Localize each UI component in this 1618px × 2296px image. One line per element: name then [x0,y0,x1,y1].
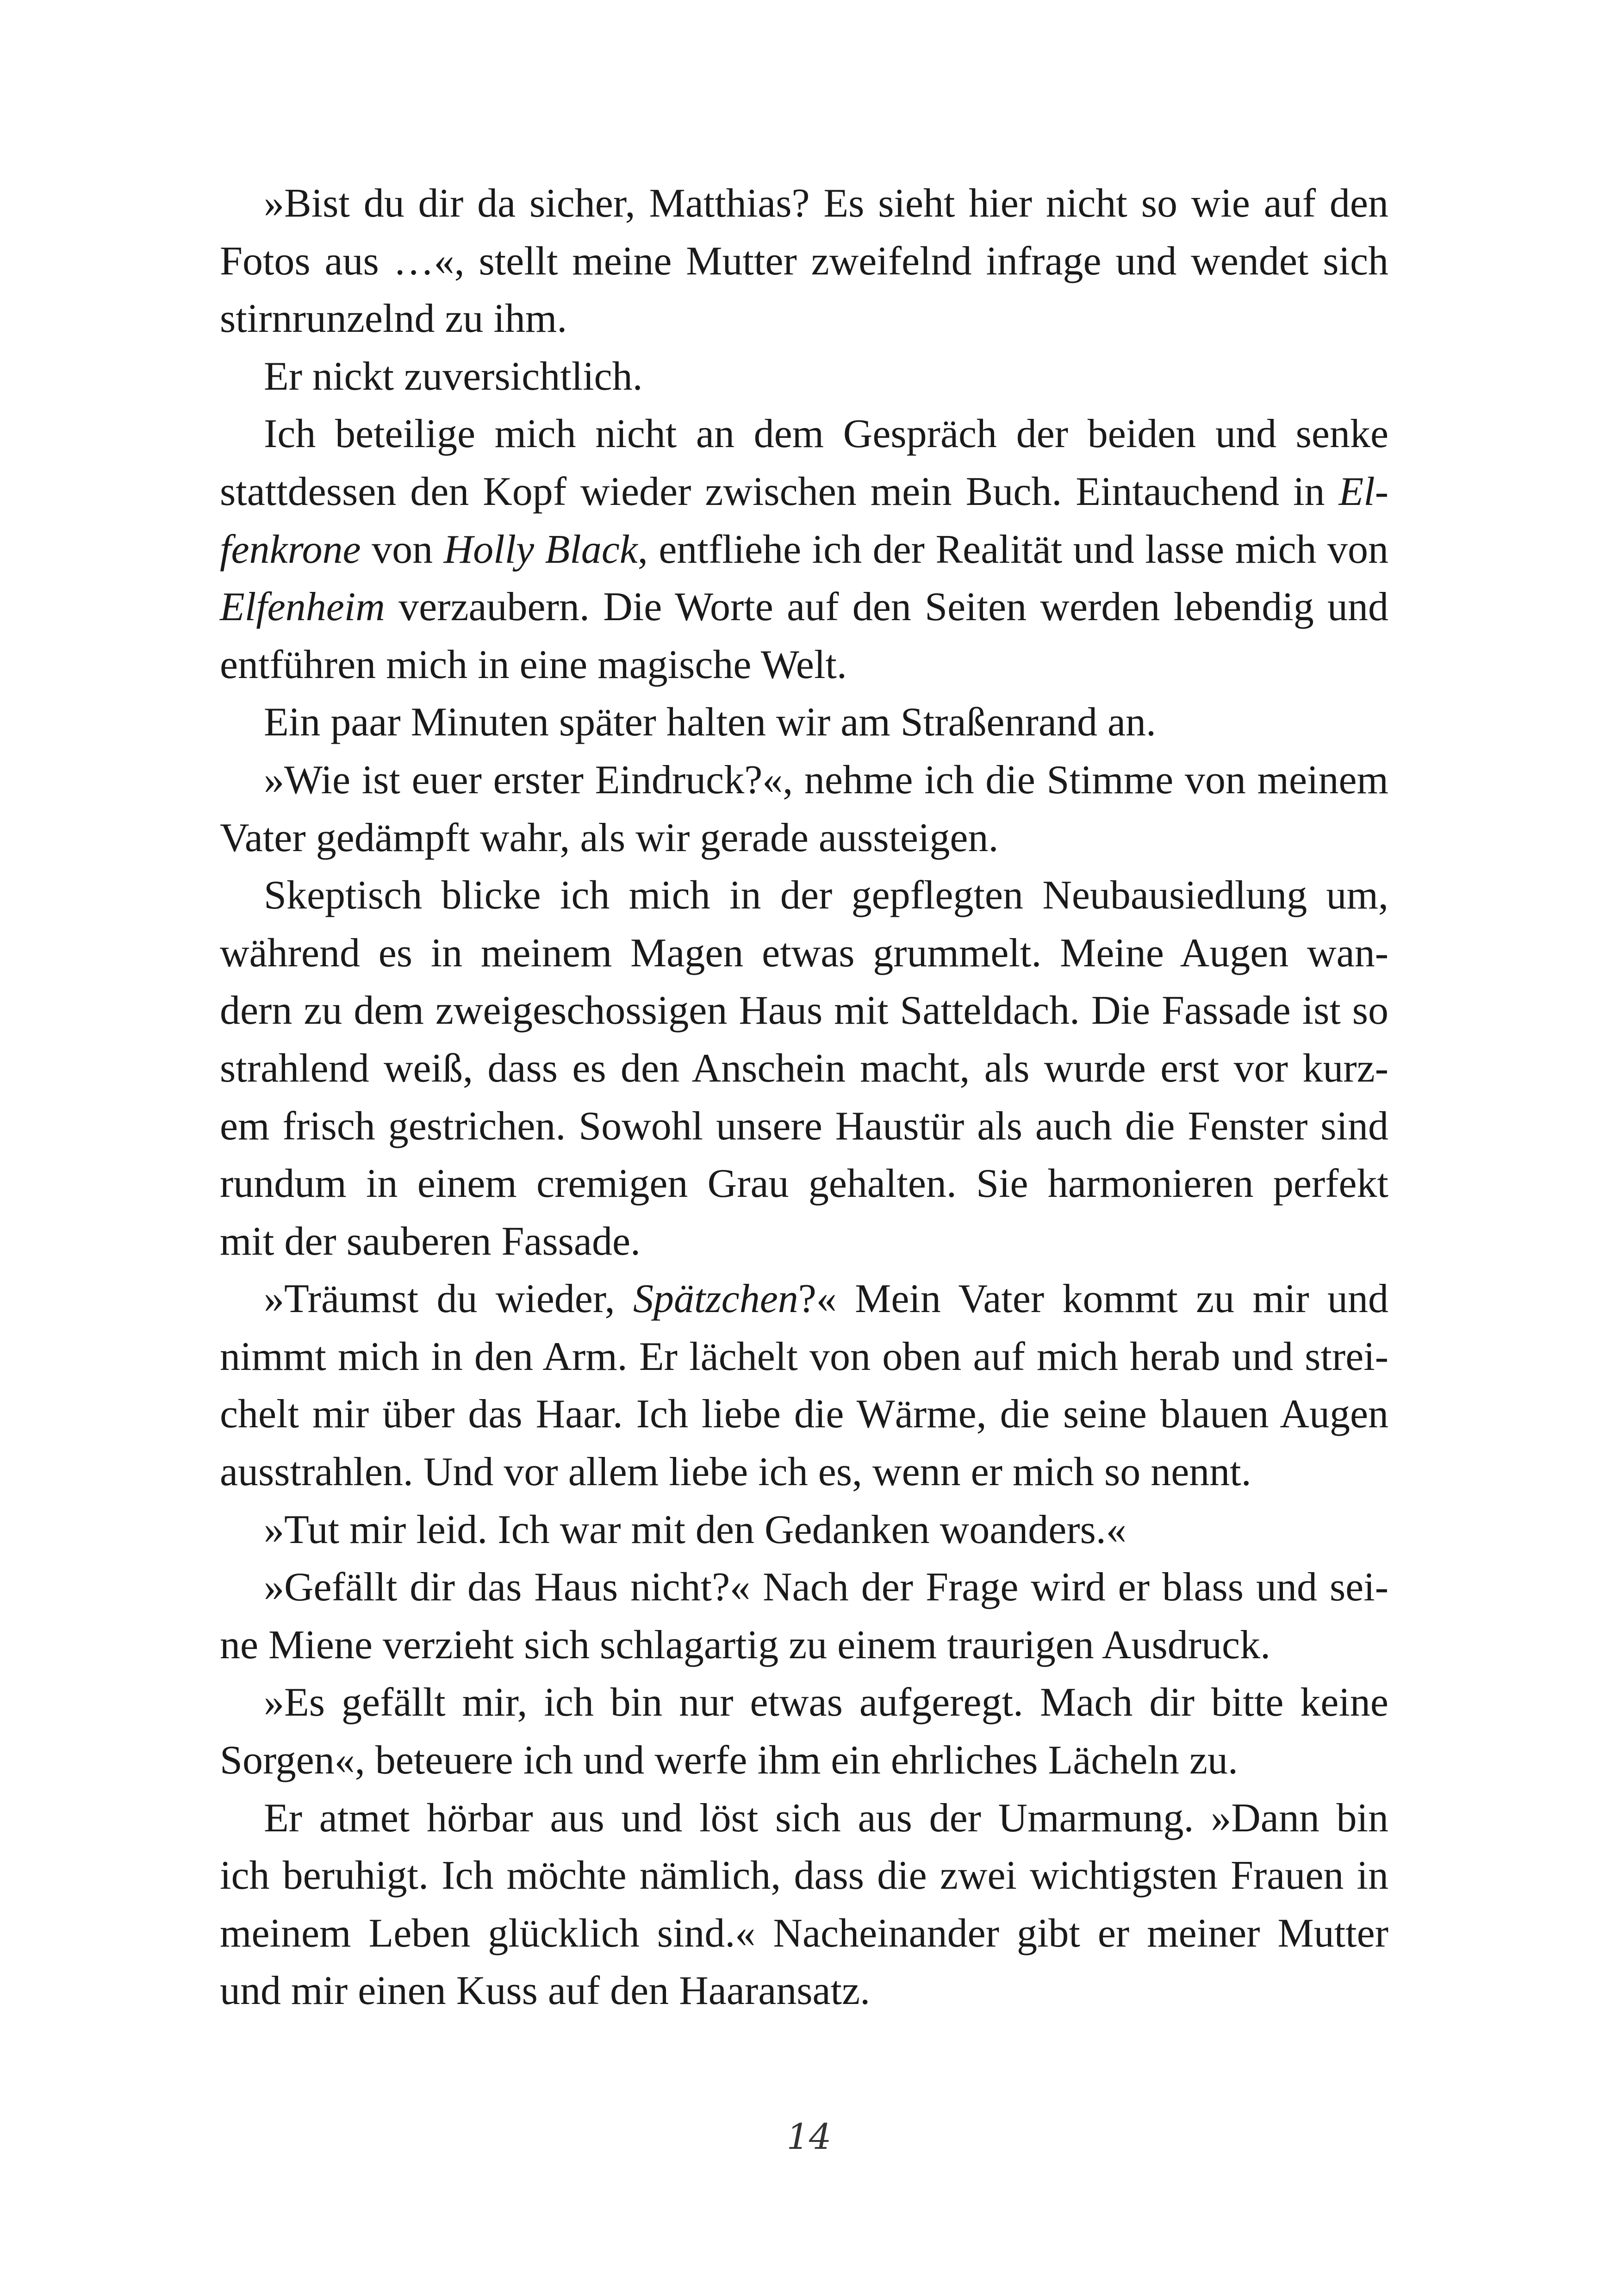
page-number: 14 [786,2116,832,2157]
paragraph [176,1270,1388,1501]
text-line: »Es gefällt mir, ich bin nur etwas aufgeregt. Mach dir bitte keine [264,1680,1388,1725]
paragraph [176,752,1388,867]
text-line: Er atmet hörbar aus und löst sich aus der Umarmung. »Dann bin [264,1795,1388,1841]
paragraph [176,1790,1388,2020]
text-line [176,579,1388,636]
text-run: von [361,527,444,572]
text-run: ?« Mein Vater kommt zu mir und [798,1276,1388,1322]
paragraph [176,1559,1388,1674]
book-title-run: fenkrone [220,527,361,572]
text-line: strahlend weiß, dass es den Anschein macht, als wurde erst vor kurz- [220,1045,1388,1091]
paragraph [176,1674,1388,1789]
place-name-run: Elfenheim [220,585,385,630]
text-run: stattdessen den Kopf wieder zwischen mein Buch. Eintauchend in [220,469,1339,514]
paragraph [176,348,1388,406]
paragraph [176,1501,1388,1559]
text-run: , entfliehe ich der Realität und lasse mich von [637,527,1389,572]
nickname-run: Spätzchen [633,1276,798,1322]
text-line [176,1270,1388,1328]
text-line: em frisch gestrichen. Sowohl unsere Haustür als auch die Fenster sind [220,1103,1388,1149]
text-line: Ich beteilige mich nicht an dem Gespräch der beiden und senke [264,411,1388,457]
book-title-run: El- [1338,469,1388,514]
text-line: chelt mir über das Haar. Ich liebe die Wärme, die seine blauen Augen [220,1392,1388,1437]
text-line [176,521,1388,579]
text-line: Fotos aus …«, stellt meine Mutter zweifelnd infrage und wendet sich [220,238,1388,284]
text-line: »Bist du dir da sicher, Matthias? Es sieht hier nicht so wie auf den [264,181,1388,226]
text-line: Sorgen«, beteuere ich und werfe ihm ein ehrliches Lächeln zu. [220,1738,1238,1783]
text-run: »Träumst du wieder, [264,1276,633,1322]
text-line: Er nickt zuversichtlich. [264,354,643,399]
paragraph [176,405,1388,694]
text-line: meinem Leben glücklich sind.« Nacheinander gibt er meiner Mutter [220,1910,1388,1956]
paragraph [176,694,1388,752]
text-line: ne Miene verzieht sich schlagartig zu einem traurigen Ausdruck. [220,1622,1271,1668]
text-line: ausstrahlen. Und vor allem liebe ich es, wenn er mich so nennt. [220,1450,1251,1495]
text-line: mit der sauberen Fassade. [220,1219,641,1264]
paragraph [176,175,1388,348]
text-line: rundum in einem cremigen Grau gehalten. Sie harmonieren perfekt [220,1161,1388,1207]
text-line: nimmt mich in den Arm. Er lächelt von oben auf mich herab und strei- [220,1334,1388,1379]
paragraph [176,867,1388,1270]
text-line: und mir einen Kuss auf den Haaransatz. [220,1968,871,2014]
text-line: Skeptisch blicke ich mich in der gepflegten Neubausiedlung um, [264,873,1388,918]
text-line: während es in meinem Magen etwas grummelt. Meine Augen wan- [220,930,1388,976]
body-text [176,175,1388,2020]
text-line: stirnrunzelnd zu ihm. [220,296,567,342]
author-name-run: Holly Black [443,527,638,572]
text-line: entführen mich in eine magische Welt. [220,642,847,687]
text-line: ich beruhigt. Ich möchte nämlich, dass die zwei wichtigsten Frauen in [220,1853,1388,1898]
text-line: dern zu dem zweigeschossigen Haus mit Satteldach. Die Fassade ist so [220,988,1388,1033]
text-line: »Wie ist euer erster Eindruck?«, nehme ich die Stimme von meinem [264,757,1388,803]
text-line: Ein paar Minuten später halten wir am Straßenrand an. [264,700,1157,745]
text-line: »Tut mir leid. Ich war mit den Gedanken woanders.« [264,1507,1126,1552]
text-line: »Gefällt dir das Haus nicht?« Nach der Frage wird er blass und sei- [264,1565,1388,1610]
text-line [176,463,1388,521]
text-line: Vater gedämpft wahr, als wir gerade aussteigen. [220,815,999,860]
text-run: verzaubern. Die Worte auf den Seiten werden lebendig und [385,585,1388,630]
